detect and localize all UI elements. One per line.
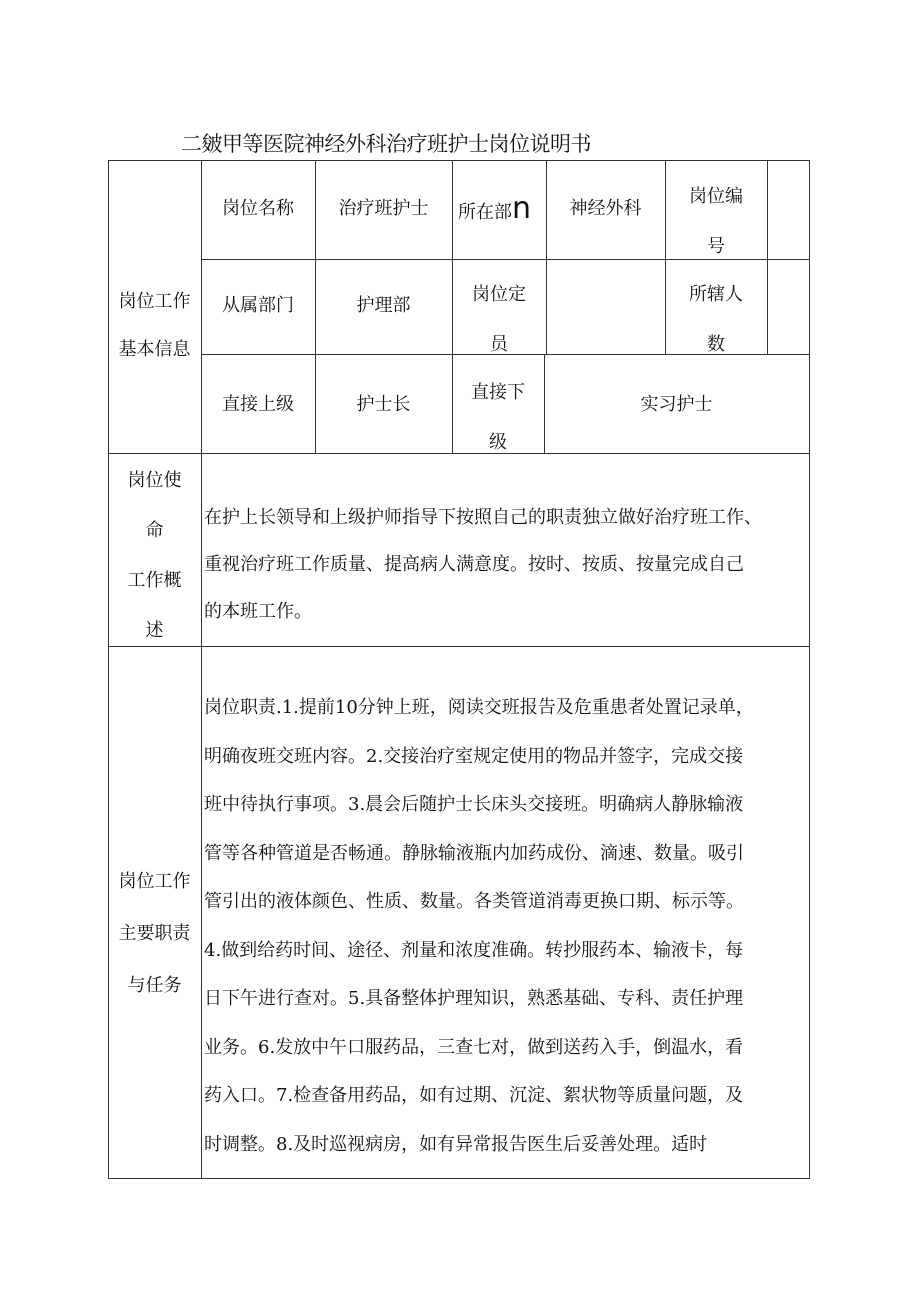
post-name-label: 岗位名称 — [222, 198, 294, 219]
department-label: 所在部n — [458, 191, 532, 226]
duties-text: 岗位职责.1.提前10分钟上班，阅读交班报告及危重患者处置记录单， 明确夜班交班内容。2.交接治疗室规定使用的物品并签字，完成交接 班中待执行事项。3.晨会后随护士长床头交接班。明确病人静脉输液 管等各种管道是否畅通。静脉输液瓶内加药成份、滴速、数量。吸引 管引出的液体颜色、性质、数量。各类管道消毒更换口期、标示等。 4.做到给药时间、途径、剂量和浓度准确。转抄服药本、输液卡，每 日下午进行查对。5.具备整体护理知识，熟悉基础、专科、责任护理 业务。6.发放中午口服药品，三查七对，做到送药入手，倒温水，看 药入口。7.检查备用药品，如有过期、沉淀、絮状物等质量问题，及 时调整。8.及时巡视病房，如有异常报告医生后妥善处理。适时 — [204, 697, 754, 1155]
direct-subordinate-label: 直接下 级 — [471, 382, 525, 453]
subordinates-count-label: 所辖人 数 — [689, 284, 743, 355]
direct-superior-label: 直接上级 — [222, 394, 294, 415]
mission-text: 在护上长领导和上级护师指导下按照自己的职责独立做好治疗班工作、 重视治疗班工作质量、提高病人满意度。按时、按质、按量完成自己 的本班工作。 — [204, 507, 762, 622]
duties-label: 岗位工作 主要职责 与任务 — [118, 871, 191, 996]
basic-info-label: 岗位工作 基本信息 — [118, 291, 191, 360]
belong-dept-label: 从属部门 — [222, 295, 294, 316]
mission-label: 岗位使 命 工作概 述 — [127, 470, 182, 641]
direct-superior-value: 护士长 — [356, 394, 411, 415]
direct-subordinate-value: 实习护士 — [640, 394, 713, 415]
belong-dept-value: 护理部 — [356, 295, 411, 316]
post-name-value: 治疗班护士 — [338, 198, 429, 219]
department-value: 神经外科 — [569, 198, 642, 219]
post-number-label: 岗位编 号 — [689, 186, 743, 257]
page-title: 二皴甲等医院神经外科治疗班护士岗位说明书 — [181, 132, 591, 156]
staffing-label: 岗位定 员 — [472, 284, 526, 355]
